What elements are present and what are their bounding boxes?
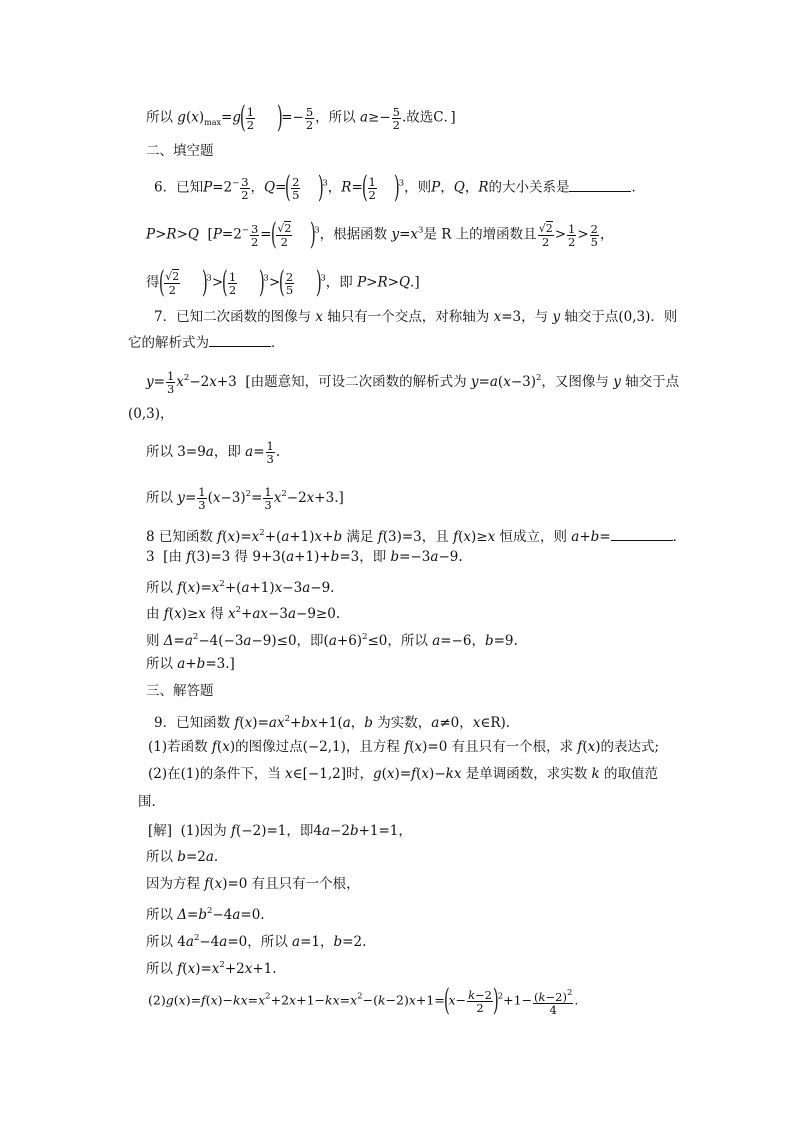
solution-line-5: 所以 $4a^2-4a=0$，所以 a=1，b=2. [146, 933, 367, 950]
question-8: 8 已知函数 $f(x)=x^2+(a+1)x+b$ 满足 f(3)=3，且 f(x)≥x 恒成立，则 a+b= ． [146, 528, 687, 545]
answer-7-line-1: y= $\frac{1}{3}$ $x^2-2x+3$ [由题意知，可设二次函数的解析式为 $y=a(x-3)^2$，又图像与 y 轴交于点 [146, 369, 680, 396]
solution-line-4: 所以 $\Delta=b^2-4a=0$. [146, 906, 265, 923]
answer-7-line-2: (0,3)， [128, 406, 174, 422]
question-6: 6．已知P=2− $\frac{3}{2}$ ，Q=( $\frac{2}{5}$ )$^3$，R=( $\frac{1}{2}$ )$^3$，则P，Q，R的大小关系是 ． [154, 170, 645, 205]
answer-7-line-3: 所以 3=9a，即 a= $\frac{1}{3}$ . [146, 439, 281, 466]
question-9-part-2-line-1: (2)在(1)的条件下，当 x∈[−1,2]时，g(x)=f(x)−kx 是单调函数，求实数 k 的取值范 [148, 766, 659, 782]
question-9-part-2-line-2: 围. [138, 794, 156, 810]
solution-line-7: $(2)g(x)=f(x)-kx=x^2+2x+1-kx=x^2-(k-2)x+1=(x-$ $\frac{k-2}{2}$ )$^2$+1− $\frac{(k-2)^2}{4}$ . [148, 983, 579, 1018]
answer-8-line-2: 所以 $f(x)=x^2+(a+1)x-3a-9$. [146, 579, 335, 596]
question-9: 9．已知函数 $f(x)=ax^2+bx+1(a$，b 为实数，a≠0，x∈R). [154, 714, 511, 731]
solution-line-3: 因为方程 f(x)=0 有且只有一个根， [146, 876, 360, 892]
answer-6-line-2: 得( $\frac{√2}{2}$ )$^3$>( $\frac{1}{2}$ )$^3$>( $\frac{2}{5}$ )$^3$，即 P>R>Q.] [146, 265, 420, 300]
section-heading-fill-blank: 二、填空题 [146, 143, 214, 159]
answer-6-line-1: P>R>Q [P=2− $\frac{3}{2}$ =( $\frac{√2}{2}$ )$^3$，根据函数 $y=x^3$是 R 上的增函数且 $\frac{√2}{2}$ > $\frac{1}{2}$ > $\frac{2}{5}$ ， [146, 217, 614, 252]
answer-7-line-4: 所以 y= $\frac{1}{3}$ $(x-3)^2=$ $\frac{1}{3}$ $x^2-2x+3$.] [146, 485, 344, 512]
solution-line-2: 所以 b=2a. [146, 849, 219, 865]
answer-line-g-max: 所以 $g(x)_{max}=g$( $\frac{1}{2}$ )=− $\frac{5}{2}$ ，所以 a≥− $\frac{5}{2}$ .故选C．] [146, 100, 456, 135]
solution-line-1: [解] (1)因为 f(−2)=1，即4a−2b+1=1， [148, 823, 412, 839]
section-heading-solve: 三、解答题 [146, 683, 214, 699]
answer-8-line-4: 则 $\Delta=a^2-4(-3a-9)\le 0$，即$(a+6)^2\le 0$，所以 a=−6，b=9. [146, 632, 518, 649]
question-9-part-1: (1)若函数 f(x)的图像过点(−2,1)，且方程 f(x)=0 有且只有一个根，求 f(x)的表达式; [148, 739, 660, 755]
solution-line-6: 所以 $f(x)=x^2+2x+1$. [146, 960, 277, 977]
answer-8-line-3: 由 f(x)≥x 得 $x^2+ax-3a-9\ge 0$. [146, 605, 341, 622]
question-7-line-1: 7．已知二次函数的图像与 x 轴只有一个交点，对称轴为 x=3，与 y 轴交于点(0,3)．则 [154, 309, 678, 325]
question-7-line-2: 它的解析式为 ． [128, 335, 285, 351]
answer-8-line-1: 3 [由 f(3)=3 得 9+3(a+1)+b=3，即 b=−3a−9. [146, 549, 463, 565]
answer-8-line-5: 所以 a+b=3.] [146, 656, 235, 672]
